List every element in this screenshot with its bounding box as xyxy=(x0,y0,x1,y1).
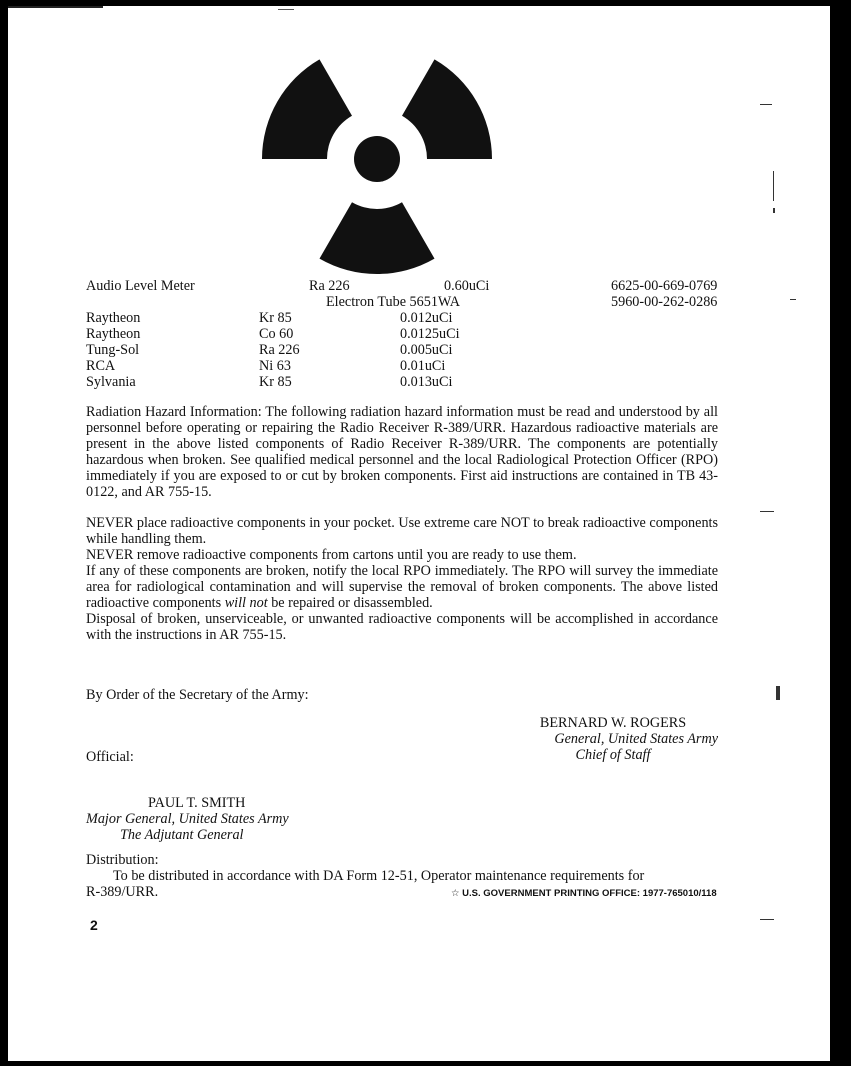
table-cell-activity: 0.013uCi xyxy=(400,374,453,390)
table-cell-manufacturer: Sylvania xyxy=(86,374,136,390)
chief-title-1: General, United States Army xyxy=(554,731,718,747)
table-subheader-label: Electron Tube 5651WA xyxy=(326,294,460,310)
scan-artifact xyxy=(760,511,774,512)
instruction-broken-text: If any of these components are broken, notify the local RPO immediately. The RPO will survey the immediate area for radiological contamination and will supervise the removal of broken components. The above listed radioactive components xyxy=(86,563,718,611)
scan-artifact xyxy=(760,919,774,920)
scan-artifact xyxy=(776,686,780,700)
adjutant-signature-block xyxy=(86,795,346,843)
scan-artifact xyxy=(790,299,796,300)
document-page xyxy=(8,6,830,1061)
distribution-label: Distribution: xyxy=(86,852,159,868)
table-cell-isotope: Ni 63 xyxy=(259,358,291,374)
chief-title-2: Chief of Staff xyxy=(575,747,651,763)
radiation-trefoil-icon xyxy=(253,50,503,276)
by-order-line: By Order of the Secretary of the Army: xyxy=(86,687,309,703)
official-label: Official: xyxy=(86,749,134,765)
scan-artifact xyxy=(773,171,774,201)
table-cell-manufacturer: Raytheon xyxy=(86,326,141,342)
scan-artifact xyxy=(8,6,103,8)
instruction-broken xyxy=(86,563,718,611)
table-subheader-nsn: 5960-00-262-0286 xyxy=(611,294,718,310)
page-number: 2 xyxy=(90,917,98,933)
table-cell-isotope: Kr 85 xyxy=(259,374,292,390)
instruction-disposal: Disposal of broken, unserviceable, or unwanted radioactive components will be accomplished in accordance with the instructions in AR 755-15. xyxy=(86,611,718,643)
instruction-emphasis: will not xyxy=(224,595,268,611)
scan-artifact xyxy=(773,208,775,213)
table-cell-activity: 0.012uCi xyxy=(400,310,453,326)
scan-artifact xyxy=(278,9,294,10)
table-row-isotope: Ra 226 xyxy=(309,278,350,294)
gpo-imprint: ☆ U.S. GOVERNMENT PRINTING OFFICE: 1977-765010/118 xyxy=(451,888,717,899)
adjutant-title-2: The Adjutant General xyxy=(120,827,244,843)
chief-name: BERNARD W. ROGERS xyxy=(539,715,687,731)
chief-signature-block xyxy=(478,715,718,763)
distribution-text-end: R-389/URR. xyxy=(86,884,159,900)
hazard-paragraph xyxy=(86,404,718,500)
table-cell-isotope: Co 60 xyxy=(259,326,294,342)
table-cell-isotope: Ra 226 xyxy=(259,342,300,358)
table-row-name: Audio Level Meter xyxy=(86,278,195,294)
table-cell-activity: 0.0125uCi xyxy=(400,326,460,342)
instruction-pocket: NEVER place radioactive components in your pocket. Use extreme care NOT to break radioactive components while handling them. xyxy=(86,515,718,547)
table-cell-activity: 0.005uCi xyxy=(400,342,453,358)
scan-artifact xyxy=(760,104,772,105)
table-cell-manufacturer: Raytheon xyxy=(86,310,141,326)
handling-instructions xyxy=(86,515,718,643)
table-row-activity: 0.60uCi xyxy=(444,278,490,294)
table-cell-activity: 0.01uCi xyxy=(400,358,446,374)
table-cell-isotope: Kr 85 xyxy=(259,310,292,326)
hazard-text: Radiation Hazard Information: The following radiation hazard information must be read and understood by all personnel before operating or repairing the Radio Receiver R-389/URR. Hazardous radioactive materials are present in the above listed components of Radio Receiver R-389/URR. The components are potentially hazardous when broken. See qualified medical personnel and the local Radiological Protection Officer (RPO) immediately if you are exposed to or cut by broken components. First aid instructions are contained in TB 43-0122, and AR 755-15. xyxy=(86,404,718,500)
instruction-cartons: NEVER remove radioactive components from cartons until you are ready to use them. xyxy=(86,547,577,563)
table-cell-manufacturer: Tung-Sol xyxy=(86,342,140,358)
table-row-nsn: 6625-00-669-0769 xyxy=(611,278,718,294)
adjutant-name: PAUL T. SMITH xyxy=(148,795,246,811)
distribution-text: To be distributed in accordance with DA Form 12-51, Operator maintenance requirements for xyxy=(113,868,645,884)
adjutant-title-1: Major General, United States Army xyxy=(86,811,289,827)
instruction-broken-end: be repaired or disassembled. xyxy=(267,595,433,611)
table-cell-manufacturer: RCA xyxy=(86,358,116,374)
